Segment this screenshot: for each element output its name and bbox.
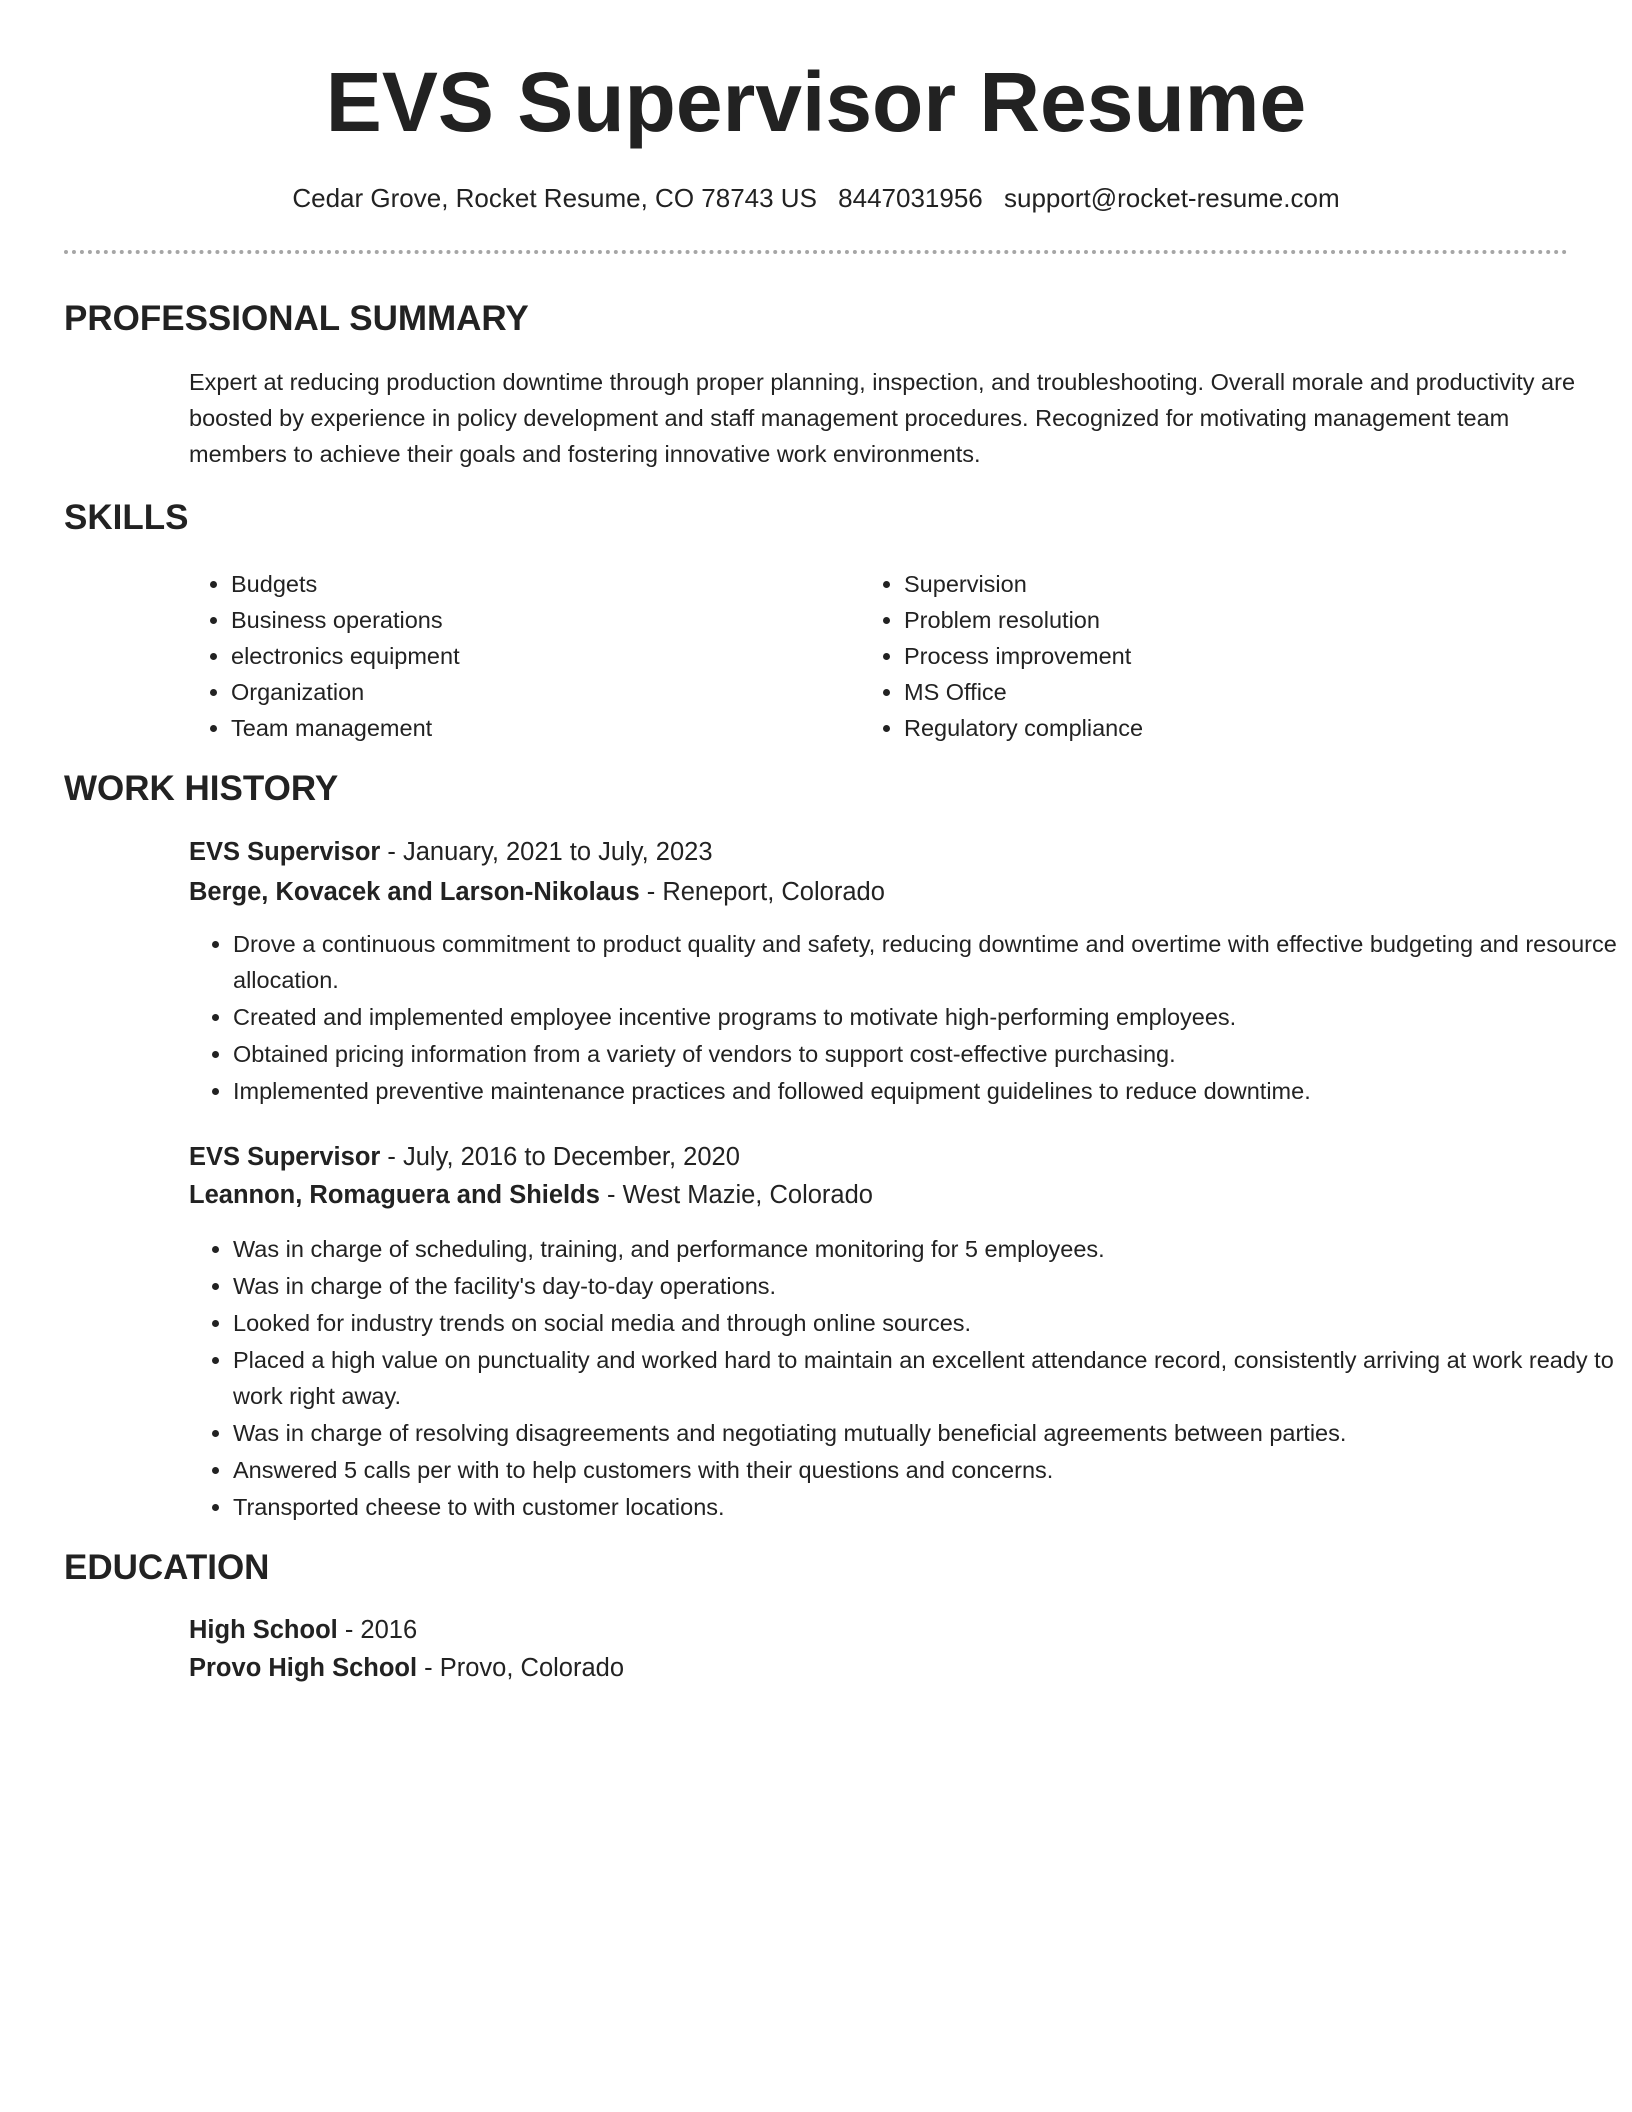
education-school: Provo High School [189,1654,418,1682]
skill-item: • Budgets [231,566,460,602]
header-divider [64,250,1568,254]
job-company: Berge, Kovacek and Larson-Nikolaus [189,878,640,906]
job-dates: - July, 2016 to December, 2020 [380,1143,740,1171]
education-degree-line [189,1612,417,1648]
skill-item: • Organization [231,674,460,710]
skills-list-left [187,566,460,746]
skill-item: • Supervision [904,566,1143,602]
job-company: Leannon, Romaguera and Shields [189,1181,600,1209]
job-bullet: • Obtained pricing information from a variety of vendors to support cost-effective purchasing. [233,1036,1623,1072]
contact-email: support@rocket-resume.com [1004,183,1340,213]
skill-item: • Problem resolution [904,602,1143,638]
job-bullets [189,1231,1623,1526]
job-location: - Reneport, Colorado [639,878,885,906]
job-bullet: • Looked for industry trends on social media and through online sources. [233,1305,1623,1341]
job-dates: - January, 2021 to July, 2023 [380,838,713,866]
education-heading: EDUCATION [64,1548,270,1587]
skill-item: • Team management [231,710,460,746]
education-school-line [189,1650,624,1686]
skill-item: • Business operations [231,602,460,638]
job-company-line [189,874,885,910]
job-bullet: • Was in charge of the facility's day-to-day operations. [233,1268,1623,1304]
education-degree: High School [189,1616,338,1644]
work-heading: WORK HISTORY [64,769,339,808]
job-title-line [189,1139,740,1175]
skills-list-right [860,566,1143,746]
skills-heading: SKILLS [64,498,189,537]
job-bullet: • Answered 5 calls per with to help customers with their questions and concerns. [233,1452,1623,1488]
job-company-line [189,1177,873,1213]
summary-text: Expert at reducing production downtime through proper planning, inspection, and troubleshooting. Overall morale and productivity are boosted by experience in policy development and staff management procedures. Recognized for motivating management team members to achieve their goals and fostering innovative work environments. [189,369,1576,467]
skill-item: • Regulatory compliance [904,710,1143,746]
summary-heading: PROFESSIONAL SUMMARY [64,299,529,338]
education-location: - Provo, Colorado [417,1654,625,1682]
skill-item: • MS Office [904,674,1143,710]
skill-item: • electronics equipment [231,638,460,674]
contact-phone: 8447031956 [838,183,983,213]
education-year: - 2016 [337,1616,418,1644]
job-title: EVS Supervisor [189,1143,381,1171]
job-bullet: • Placed a high value on punctuality and worked hard to maintain an excellent attendance record, consistently arriving at work ready to work right away. [233,1342,1623,1414]
job-title-line [189,834,713,870]
job-bullet: • Transported cheese to with customer locations. [233,1489,1623,1525]
job-bullet: • Was in charge of scheduling, training, and performance monitoring for 5 employees. [233,1231,1623,1267]
skill-item: • Process improvement [904,638,1143,674]
job-title: EVS Supervisor [189,838,381,866]
contact-line [0,180,1632,216]
job-bullet: • Was in charge of resolving disagreements and negotiating mutually beneficial agreements between parties. [233,1415,1623,1451]
job-location: - West Mazie, Colorado [599,1181,873,1209]
resume-title: EVS Supervisor Resume [325,55,1307,149]
job-bullet: • Drove a continuous commitment to product quality and safety, reducing downtime and overtime with effective budgeting and resource allocation. [233,926,1623,998]
job-bullets [189,926,1623,1110]
contact-address: Cedar Grove, Rocket Resume, CO 78743 US [292,183,817,213]
job-bullet: • Implemented preventive maintenance practices and followed equipment guidelines to reduce downtime. [233,1073,1623,1109]
job-bullet: • Created and implemented employee incentive programs to motivate high-performing employees. [233,999,1623,1035]
